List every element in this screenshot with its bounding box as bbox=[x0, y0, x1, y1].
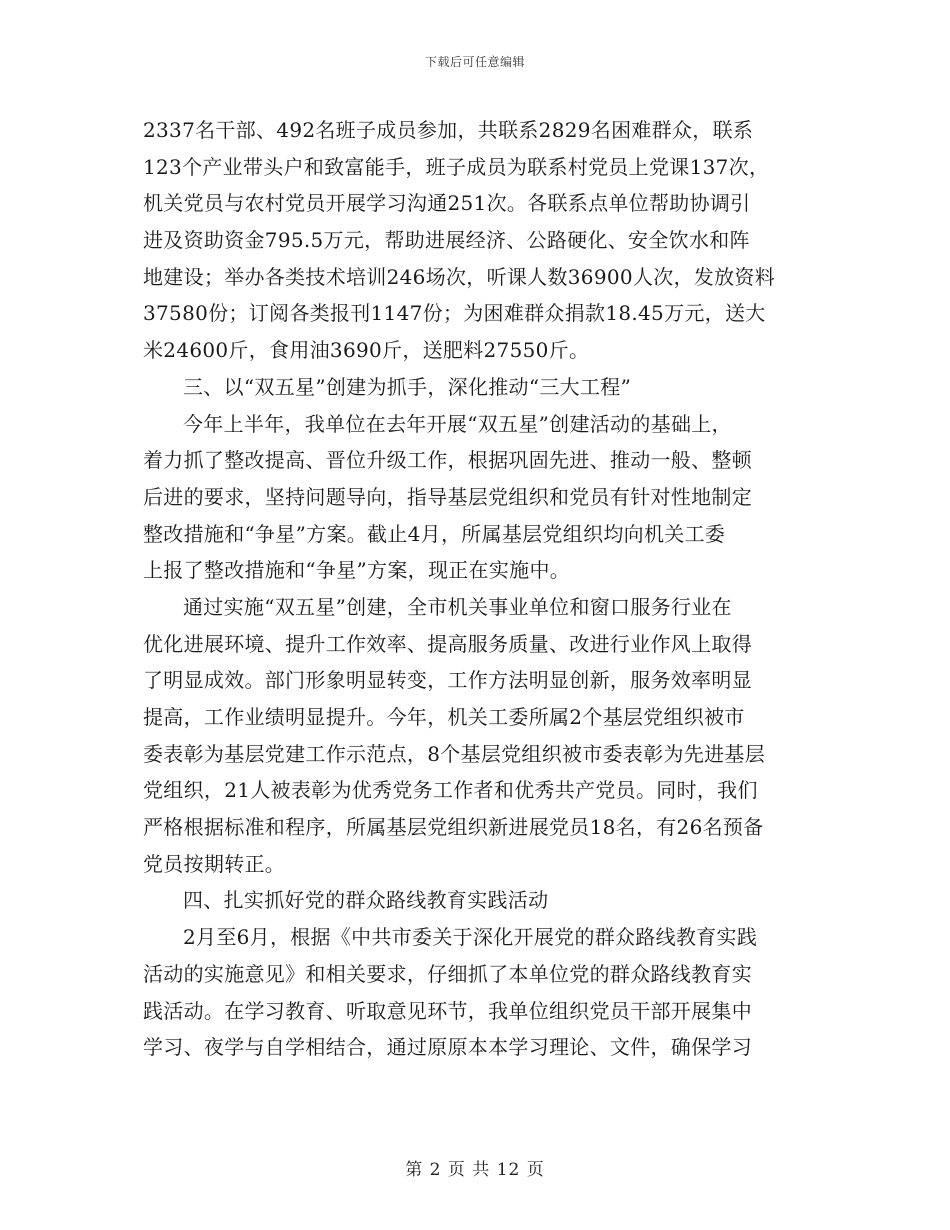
text-line: 严格根据标准和程序，所属基层党组织新进展党员18名，有26名预备 bbox=[143, 815, 764, 840]
text-line: 进及资助资金795.5万元，帮助进展经济、公路硬化、安全饮水和阵 bbox=[143, 228, 750, 253]
body-text bbox=[143, 112, 811, 1066]
text-line: 通过实施“双五星”创建，全市机关事业单位和窗口服务行业在 bbox=[183, 594, 732, 619]
text-line: 党员按期转正。 bbox=[143, 851, 286, 876]
text-line: 今年上半年，我单位在去年开展“双五星”创建活动的基础上， bbox=[183, 411, 732, 436]
text-line: 四、扎实抓好党的群众路线教育实践活动 bbox=[183, 888, 549, 913]
page-footer: 第 2 页 共 12 页 bbox=[405, 1160, 545, 1180]
header-note: 下载后可任意编辑 bbox=[424, 55, 525, 69]
text-line: 上报了整改措施和“争星”方案，现正在实施中。 bbox=[143, 558, 571, 583]
text-line: 2月至6月，根据《中共市委关于深化开展党的群众路线教育实践 bbox=[183, 925, 758, 950]
text-line: 米24600斤，食用油3690斤，送肥料27550斤。 bbox=[143, 338, 590, 363]
text-line: 整改措施和“争星”方案。截止4月，所属基层党组织均向机关工委 bbox=[143, 521, 726, 546]
text-line: 着力抓了整改提高、晋位升级工作，根据巩固先进、推动一般、整顿 bbox=[143, 448, 752, 473]
text-line: 提高，工作业绩明显提升。今年，机关工委所属2个基层党组织被市 bbox=[143, 705, 745, 729]
text-line: 学习、夜学与自学相结合，通过原原本本学习理论、文件，确保学习 bbox=[143, 1035, 752, 1060]
text-line: 机关党员与农村党员开展学习沟通251次。各联系点单位帮助协调引 bbox=[143, 191, 751, 216]
text-line: 优化进展环境、提升工作效率、提高服务质量、改进行业作风上取得 bbox=[143, 631, 752, 656]
text-line: 2337名干部、492名班子成员参加，共联系2829名困难群众，联系 bbox=[143, 118, 754, 142]
text-line: 123个产业带头户和致富能手，班子成员为联系村党员上党课137次， bbox=[143, 154, 770, 179]
text-line: 委表彰为基层党建工作示范点，8个基层党组织被市委表彰为先进基层 bbox=[143, 741, 766, 766]
text-line: 践活动。在学习教育、听取意见环节，我单位组织党员干部开展集中 bbox=[143, 998, 752, 1023]
text-line: 地建设；举办各类技术培训246场次，听课人数36900人次，发放资料 bbox=[143, 264, 775, 289]
text-line: 活动的实施意见》和相关要求，仔细抓了本单位党的群众路线教育实 bbox=[143, 961, 752, 986]
text-line: 三、以“双五星”创建为抓手，深化推动“三大工程” bbox=[183, 374, 632, 399]
text-line: 37580份；订阅各类报刊1147份；为困难群众捐款18.45万元，送大 bbox=[143, 301, 766, 326]
text-line: 后进的要求，坚持问题导向，指导基层党组织和党员有针对性地制定 bbox=[143, 484, 752, 509]
text-line: 了明显成效。部门形象明显转变，工作方法明显创新，服务效率明显 bbox=[143, 668, 752, 693]
text-line: 党组织，21人被表彰为优秀党务工作者和优秀共产党员。同时，我们 bbox=[143, 778, 758, 803]
